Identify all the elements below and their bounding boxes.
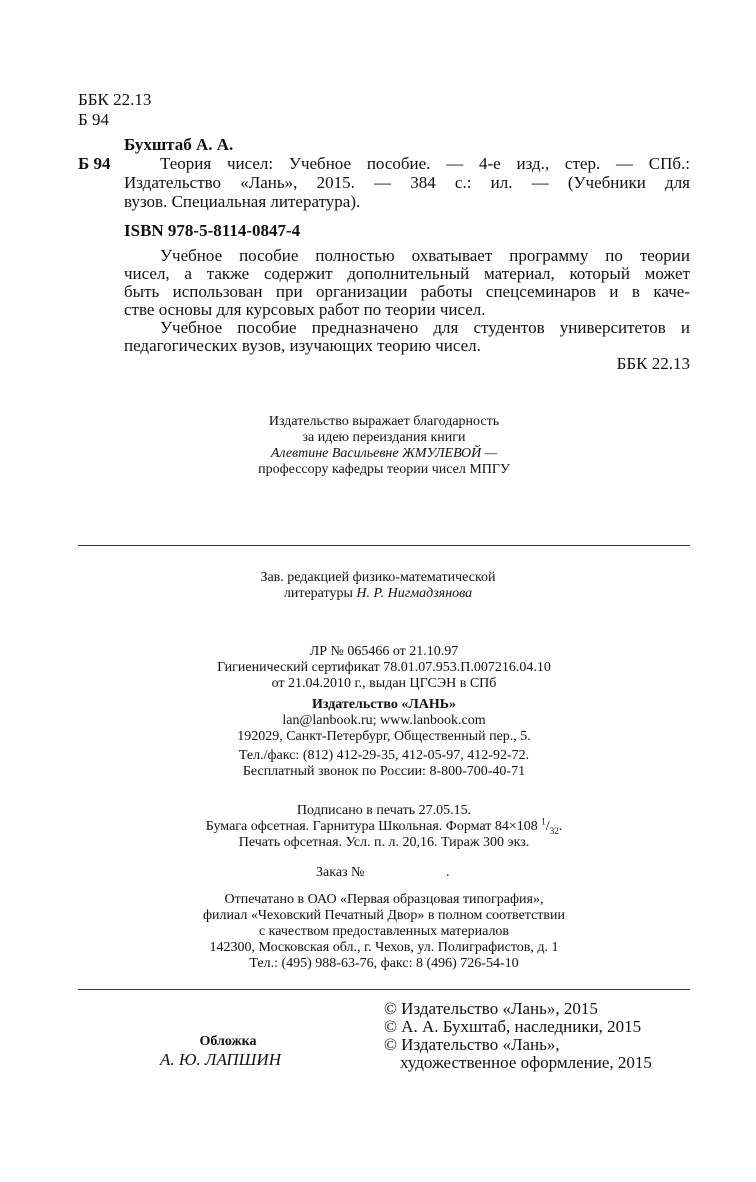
editor-prefix: литературы	[283, 586, 357, 601]
abstract-line: Учебное пособие предназначено для студентов университетов и	[160, 318, 690, 337]
thanks-line: за идею переиздания книги	[302, 430, 466, 445]
printer-line: 142300, Московская обл., г. Чехов, ул. Полиграфистов, д. 1	[209, 940, 559, 955]
abstract-line: чисел, а также содержит дополнительный материал, который может	[124, 264, 690, 283]
paper-format: Бумага офсетная. Гарнитура Школьная. Формат 84×108	[205, 819, 542, 834]
publisher-contact: Бесплатный звонок по России: 8-800-700-40-71	[242, 764, 526, 779]
abstract-line: стве основы для курсовых работ по теории чисел.	[124, 300, 486, 319]
bottom-rule	[78, 989, 690, 990]
copyright-line: © А. А. Бухштаб, наследники, 2015	[384, 1017, 642, 1036]
bbk-code-right: ББК 22.13	[616, 354, 690, 373]
bib-line-2: Издательство «Лань», 2015. — 384 с.: ил. — (Учебники для	[124, 173, 690, 192]
format-sup: 1	[541, 816, 546, 827]
abstract-line: педагогических вузов, изучающих теорию чисел.	[124, 336, 481, 355]
editor-line: Зав. редакцией физико-математической	[260, 570, 496, 585]
editor-name: Н. Р. Нигмадзянова	[356, 586, 473, 601]
cover-artist: А. Ю. ЛАПШИН	[160, 1050, 281, 1069]
format-end: .	[558, 819, 563, 834]
author-name: Бухштаб А. А.	[124, 135, 234, 154]
license-line: от 21.04.2010 г., выдан ЦГСЭН в СПб	[271, 676, 497, 691]
abstract-line: Учебное пособие полностью охватывает программу по теории	[160, 246, 690, 265]
copyright-line: художественное оформление, 2015	[400, 1053, 652, 1072]
format-sub: 32	[549, 825, 559, 836]
copyright-line: © Издательство «Лань»,	[384, 1035, 560, 1054]
isbn: ISBN 978-5-8114-0847-4	[124, 221, 301, 240]
print-offset: Печать офсетная. Усл. п. л. 20,16. Тираж 300 экз.	[238, 835, 530, 850]
bib-line-1: Теория чисел: Учебное пособие. — 4-е изд., стер. — СПб.:	[160, 154, 690, 173]
author-mark: Б 94	[78, 154, 111, 173]
copyright-line: © Издательство «Лань», 2015	[384, 999, 598, 1018]
order-dot: .	[446, 865, 450, 880]
bbk-code-top: ББК 22.13	[78, 90, 152, 109]
printer-line: Тел.: (495) 988-63-76, факс: 8 (496) 726-54-10	[249, 956, 519, 971]
printer-line: филиал «Чеховский Печатный Двор» в полном соответствии	[202, 908, 566, 923]
print-paper: Бумага офсетная. Гарнитура Школьная. Формат 84×108 $^1/_{32}$.	[205, 816, 563, 836]
printer-line: с качеством предоставленных материалов	[258, 924, 510, 939]
publisher-contact: Тел./факс: (812) 412-29-35, 412-05-97, 412-92-72.	[238, 748, 530, 763]
license-line: ЛР № 065466 от 21.10.97	[309, 644, 459, 659]
print-signed: Подписано в печать 27.05.15.	[296, 803, 472, 818]
license-line: Гигиенический сертификат 78.01.07.953.П.007216.04.10	[217, 660, 551, 675]
bib-line-3: вузов. Специальная литература).	[124, 192, 361, 211]
divider-rule	[78, 545, 690, 546]
thanks-line: Алевтине Васильевне ЖМУЛЕВОЙ —	[270, 446, 498, 461]
publisher-contact: 192029, Санкт-Петербург, Общественный пер., 5.	[237, 729, 531, 744]
abstract-line: быть использован при организации работы спецсеминаров и в каче-	[124, 282, 690, 301]
thanks-line: Издательство выражает благодарность	[268, 414, 500, 429]
thanks-line: профессору кафедры теории чисел МПГУ	[258, 462, 510, 477]
publisher-contact: lan@lanbook.ru; www.lanbook.com	[282, 713, 486, 728]
printer-line: Отпечатано в ОАО «Первая образцовая типография»,	[224, 892, 544, 907]
author-mark-top: Б 94	[78, 110, 110, 129]
publisher-name: Издательство «ЛАНЬ»	[311, 697, 457, 712]
order-label: Заказ №	[316, 865, 365, 880]
cover-label: Обложка	[199, 1034, 257, 1049]
editor-line	[0, 586, 756, 602]
